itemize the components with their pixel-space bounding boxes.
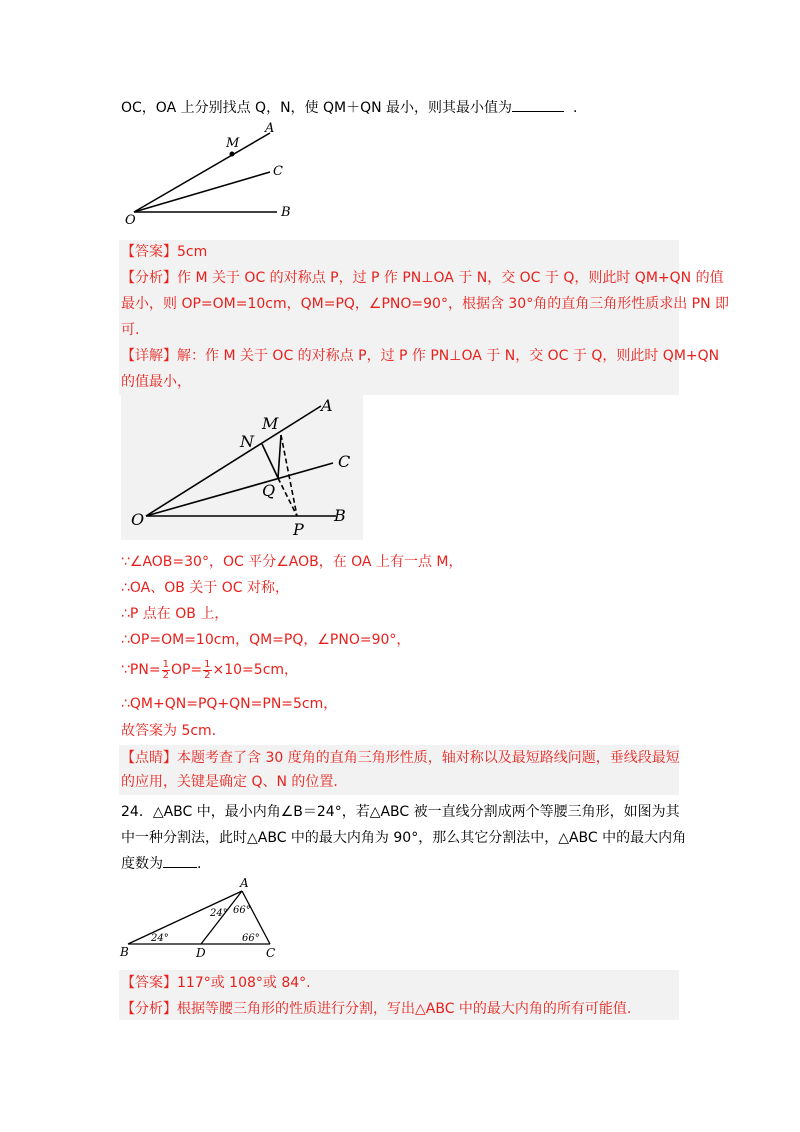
q24-analysis: 【分析】根据等腰三角形的性质进行分割，写出△ABC 中的最大内角的所有可能值. (121, 1001, 632, 1017)
label-b: B (334, 506, 346, 525)
answer-text: 【答案】5cm (121, 244, 208, 260)
ray-oa (146, 406, 321, 516)
label-c: C (338, 452, 351, 471)
figure-angle-aob (125, 120, 295, 225)
step-2: ∴OA、OB 关于 OC 对称， (121, 580, 290, 596)
angle-b-label: 24° (151, 933, 169, 944)
fraction-half: $\frac{1}{2}$ (204, 658, 211, 681)
step-1: ∵∠AOB=30°，OC 平分∠AOB，在 OA 上有一点 M， (121, 554, 463, 570)
segment-nq (262, 444, 278, 478)
label-n: N (240, 432, 254, 451)
fraction-half: $\frac{1}{2}$ (162, 658, 169, 681)
label-d: D (196, 946, 206, 960)
label-a: A (265, 121, 275, 136)
label-c: C (273, 164, 283, 179)
answer-blank (163, 855, 197, 868)
angle-a2-label: 66° (233, 905, 251, 916)
q24-question-line-2: 中一种分割法，此时△ABC 中的最大内角为 90°，那么其它分割法中，△ABC 中的最大内角 (121, 830, 687, 846)
step-4: ∴OP=OM=10cm，QM=PQ，∠PNO=90°， (121, 632, 411, 648)
label-b: B (120, 945, 129, 959)
angle-a1-label: 24° (210, 908, 228, 919)
ray-oc (146, 463, 333, 516)
q24-question-line-3: 度数为 . (121, 856, 202, 872)
label-b: B (281, 205, 291, 220)
label-a: A (240, 876, 249, 890)
figure-triangle-abc (118, 873, 288, 963)
analysis-line-2: 最小，则 OP=OM=10cm，QM=PQ，∠PNO=90°，根据含 30°角的直角三角形性质求出 PN 即 (121, 296, 730, 312)
detail-line-2: 的值最小， (121, 374, 191, 390)
step-3: ∴P 点在 OB 上， (121, 606, 229, 622)
segment-mp (281, 435, 297, 516)
label-p: P (293, 520, 304, 539)
point-m (230, 152, 235, 157)
label-m: M (226, 136, 240, 151)
comment-line-1: 【点睛】本题考查了含 30 度角的直角三角形性质，轴对称以及最短路线问题，垂线段最短 (121, 750, 680, 766)
q24-question-line-1: 24．△ABC 中，最小内角∠B＝24°，若△ABC 被一直线分割成两个等腰三角形，如图为其 (121, 804, 680, 820)
step-7: 故答案为 5cm． (121, 723, 226, 739)
analysis-line-3: 可. (121, 322, 140, 338)
comment-line-2: 的应用，关键是确定 Q、N 的位置. (121, 774, 338, 790)
step-6: ∴QM+QN=PQ+QN=PN=5cm， (121, 696, 338, 712)
figure-symmetric-construction (121, 395, 363, 540)
label-o: O (131, 510, 145, 529)
label-c: C (266, 946, 276, 960)
label-o: O (125, 213, 136, 225)
q23-question: OC，OA 上分别找点 Q，N，使 QM＋QN 最小，则其最小值为 . (121, 100, 578, 116)
q24-answer: 【答案】117°或 108°或 84°. (121, 975, 311, 991)
label-a: A (321, 396, 333, 415)
answer-blank (512, 99, 564, 112)
segment-qp (278, 478, 297, 516)
step-5: ∵PN= $\frac{1}{2}$ OP= $\frac{1}{2}$ ×10=5cm， (121, 658, 299, 681)
segment-qm (278, 435, 281, 478)
label-q: Q (262, 481, 276, 500)
angle-c-label: 66° (242, 933, 260, 944)
analysis-line-1: 【分析】作 M 关于 OC 的对称点 P，过 P 作 PN⊥OA 于 N，交 OC 于 Q，则此时 QM+QN 的值 (121, 270, 724, 286)
ray-oa (134, 133, 270, 212)
detail-line-1: 【详解】解：作 M 关于 OC 的对称点 P，过 P 作 PN⊥OA 于 N，交 OC 于 Q，则此时 QM+QN (121, 348, 720, 364)
solution-band (119, 240, 679, 395)
ray-oc (134, 172, 270, 212)
label-m: M (262, 414, 279, 433)
